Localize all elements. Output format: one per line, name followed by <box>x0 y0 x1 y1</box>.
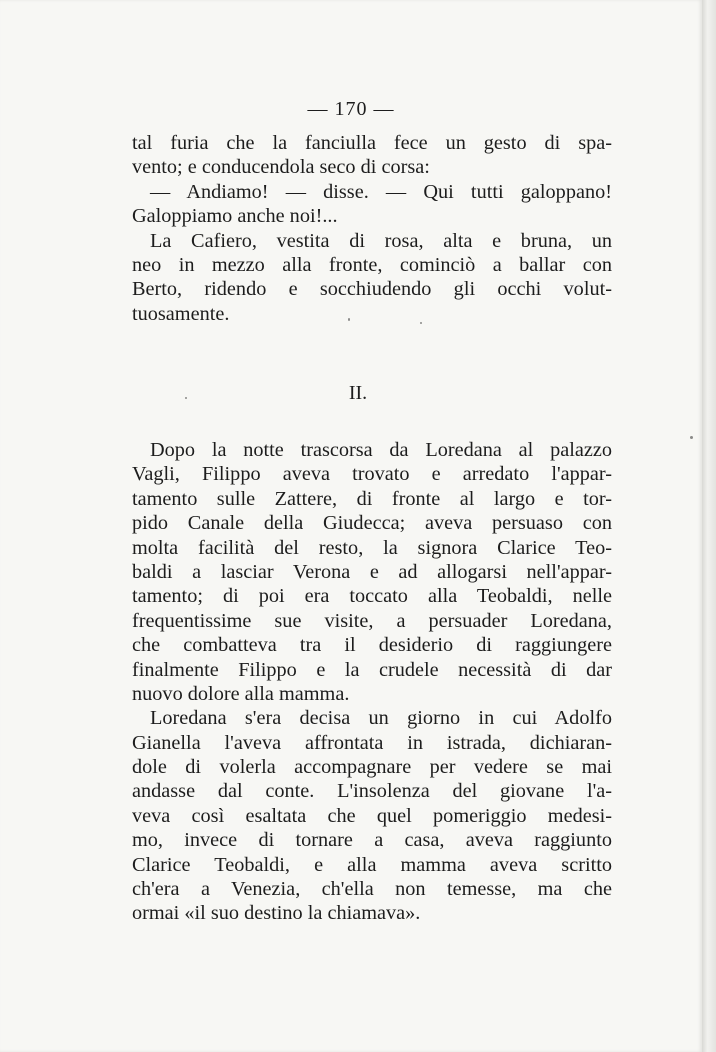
text-line: tal furia che la fanciulla fece un gesto di spa- <box>132 132 612 154</box>
text-line: Gianella l'aveva affrontata in istrada, dichiaran- <box>132 731 612 754</box>
paper-speck <box>690 436 693 439</box>
text-line: mo, invece di tornare a casa, aveva raggiunto <box>132 829 612 852</box>
text-line: andasse dal conte. L'insolenza del giovane l'a- <box>132 780 612 803</box>
text-line: tamento; di poi era toccato alla Teobaldi, nelle <box>132 585 612 608</box>
text-section-2 <box>132 438 612 926</box>
page-edge <box>702 0 716 1052</box>
text-line: neo in mezzo alla fronte, cominciò a ballar con <box>132 253 612 276</box>
text-line: finalmente Filippo e la crudele necessità di dar <box>132 658 612 681</box>
text-line: — Andiamo! — disse. — Qui tutti galoppano! <box>150 180 612 203</box>
text-section-1 <box>132 131 612 326</box>
text-line: Loredana s'era decisa un giorno in cui Adolfo <box>150 707 612 730</box>
text-line: ch'era a Venezia, ch'ella non temesse, ma che <box>132 878 612 901</box>
chapter-heading: II. <box>348 382 368 404</box>
text-line: tuosamente. <box>132 302 230 325</box>
text-line: veva così esaltata che quel pomeriggio medesi- <box>132 804 612 827</box>
text-line: Vagli, Filippo aveva trovato e arredato l'appar- <box>132 463 612 486</box>
text-line: dole di volerla accompagnare per vedere se mai <box>132 756 612 779</box>
text-line: che combatteva tra il desiderio di raggiungere <box>132 634 612 657</box>
text-line: Berto, ridendo e socchiudendo gli occhi volut- <box>132 278 612 301</box>
paper-speck <box>185 397 187 399</box>
text-line: ormai «il suo destino la chiamava». <box>132 902 421 925</box>
text-line: vento; e conducendola seco di corsa: <box>132 156 430 179</box>
text-line: pido Canale della Giudecca; aveva persuaso con <box>132 512 612 535</box>
text-line: nuovo dolore alla mamma. <box>132 682 350 705</box>
paper-speck <box>348 318 350 321</box>
page-number: — 170 — <box>307 98 395 120</box>
text-line: molta facilità del resto, la signora Clarice Teo- <box>132 536 612 559</box>
text-line: frequentissime sue visite, a persuader Loredana, <box>132 609 612 632</box>
text-line: Galoppiamo anche noi!... <box>132 205 338 228</box>
text-line: baldi a lasciar Verona e ad allogarsi nell'appar- <box>132 560 612 583</box>
text-line: tamento sulle Zattere, di fronte al largo e tor- <box>132 487 612 510</box>
text-line: La Cafiero, vestita di rosa, alta e bruna, un <box>150 229 612 252</box>
text-line: Clarice Teobaldi, e alla mamma aveva scritto <box>132 853 612 876</box>
paper-speck <box>420 322 422 324</box>
text-line: Dopo la notte trascorsa da Loredana al palazzo <box>150 439 612 461</box>
